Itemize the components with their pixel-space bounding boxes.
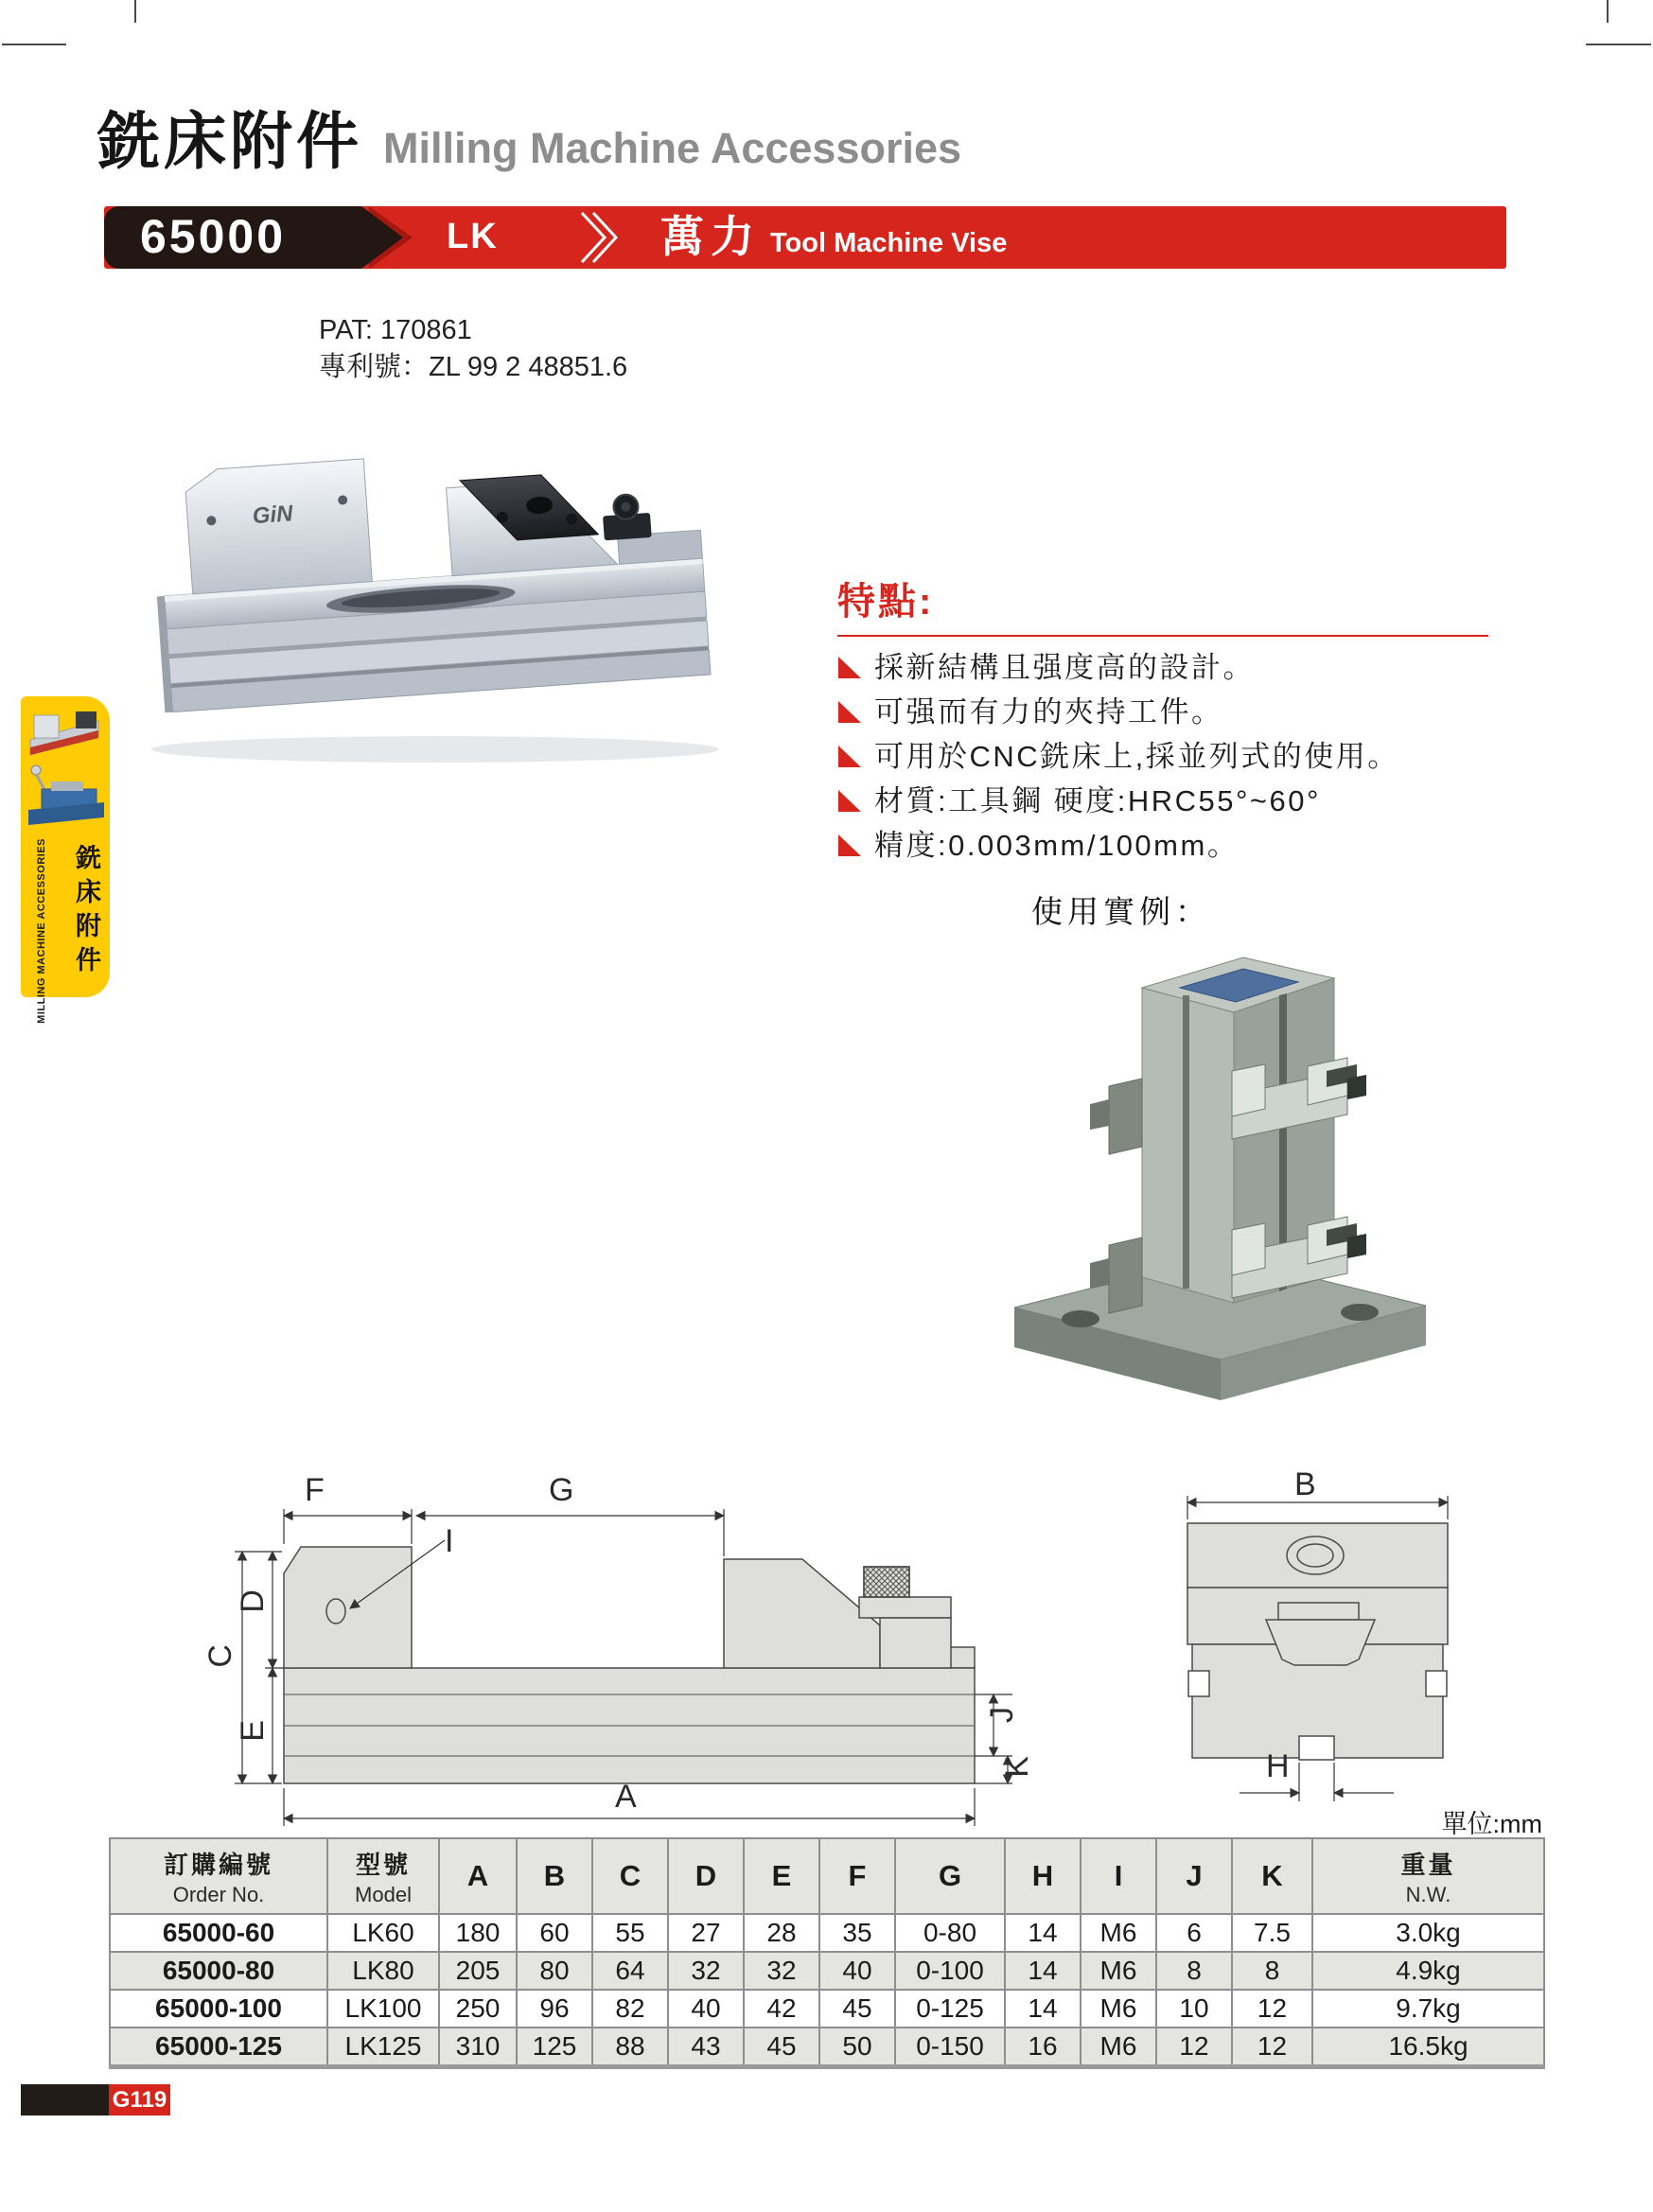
col-header-dim: J (1156, 1838, 1232, 1914)
spec-row (110, 1990, 1544, 2028)
spec-cell: 65000-100 (110, 1990, 327, 2028)
spec-table (109, 1837, 1545, 2069)
col-header-order-en: Order No. (172, 1882, 265, 1906)
units-note: 單位:mm (1441, 1810, 1542, 1838)
col-header-model (327, 1838, 439, 1914)
feature-text: 材質:工具鋼 硬度:HRC55°~60° (874, 784, 1321, 817)
spec-cell: 65000-125 (110, 2028, 327, 2067)
dim-label-f: F (305, 1472, 325, 1508)
col-header-dim: D (668, 1838, 744, 1914)
spec-cell: LK100 (327, 1990, 439, 2028)
spec-cell: 80 (517, 1952, 592, 1990)
spec-cell: 27 (668, 1914, 744, 1952)
col-header-dim: I (1081, 1838, 1156, 1914)
dim-label-i: I (445, 1523, 454, 1559)
col-header-dim: C (592, 1838, 668, 1914)
dim-label-d: D (235, 1589, 271, 1613)
spec-cell: 7.5 (1232, 1914, 1312, 1952)
col-header-model-en: Model (355, 1882, 412, 1906)
spec-cell: 16.5kg (1312, 2028, 1544, 2067)
patent-number: ZL 99 2 48851.6 (429, 352, 628, 382)
page-title (97, 91, 961, 181)
spec-cell: 60 (517, 1914, 592, 1952)
spec-cell: 96 (517, 1990, 592, 2028)
order-number: 65000 (140, 210, 287, 263)
page-title-zh: 銑床附件 (97, 106, 362, 176)
col-header-weight (1312, 1838, 1544, 1914)
spec-cell: 28 (744, 1914, 819, 1952)
triangle-bullet-icon (837, 834, 862, 857)
col-header-order (110, 1838, 327, 1914)
chapter-tab (21, 696, 110, 1024)
spec-cell: LK80 (327, 1952, 439, 1990)
dimension-drawing (206, 1465, 1484, 1862)
spec-cell: 125 (517, 2028, 592, 2067)
usage-example-label: 使用實例： (1031, 894, 1211, 929)
dim-label-b: B (1294, 1466, 1316, 1502)
spec-cell: 12 (1232, 1990, 1312, 2028)
spec-cell: 42 (744, 1990, 819, 2028)
spec-cell: 40 (668, 1990, 744, 2028)
triangle-bullet-icon (837, 701, 862, 724)
chapter-tab-label-zh: 銑床附件 (72, 844, 100, 980)
crop-mark (1586, 44, 1651, 45)
triangle-bullet-icon (837, 790, 862, 813)
features-divider (837, 635, 1488, 637)
dim-label-a: A (615, 1779, 637, 1815)
crop-mark (1607, 0, 1609, 23)
patent-info (319, 312, 627, 386)
brand-logo: GiN (251, 500, 294, 530)
col-header-dim: F (819, 1838, 895, 1914)
spec-cell: 9.7kg (1312, 1990, 1544, 2028)
spec-cell: 82 (592, 1990, 668, 2028)
col-header-weight-en: N.W. (1405, 1882, 1451, 1906)
spec-cell: LK60 (327, 1914, 439, 1952)
product-banner (104, 206, 1506, 269)
usage-example-photo (995, 929, 1445, 1412)
spec-cell: 0-125 (895, 1990, 1005, 2028)
spec-cell: 4.9kg (1312, 1952, 1544, 1990)
spec-cell: 14 (1005, 1914, 1081, 1952)
spec-cell: M6 (1081, 1990, 1156, 2028)
spec-cell: 32 (668, 1952, 744, 1990)
spec-cell: 205 (439, 1952, 517, 1990)
footer-bar (21, 2084, 109, 2115)
spec-cell: 14 (1005, 1952, 1081, 1990)
col-header-order-zh: 訂購編號 (163, 1850, 273, 1879)
col-header-dim: H (1005, 1838, 1081, 1914)
dim-label-k: K (999, 1756, 1035, 1778)
spec-cell: 310 (439, 2028, 517, 2067)
features-section (837, 571, 1488, 872)
chevron-right-icon (579, 211, 621, 264)
col-header-model-zh: 型號 (355, 1850, 411, 1879)
feature-text: 可用於CNC銑床上,採並列式的使用。 (874, 740, 1399, 773)
feature-item (837, 783, 1488, 819)
col-header-dim: B (517, 1838, 592, 1914)
col-header-dim: A (439, 1838, 517, 1914)
spec-row (110, 2028, 1544, 2067)
spec-cell: 32 (744, 1952, 819, 1990)
dim-label-e: E (235, 1720, 271, 1742)
spec-cell: 88 (592, 2028, 668, 2067)
product-name-en: Tool Machine Vise (770, 228, 1008, 258)
spec-cell: 250 (439, 1990, 517, 2028)
dim-label-j: J (984, 1707, 1020, 1723)
col-header-dim: K (1232, 1838, 1312, 1914)
spec-header-row (110, 1838, 1544, 1914)
spec-cell: 64 (592, 1952, 668, 1990)
spec-cell: 12 (1232, 2028, 1312, 2067)
spec-cell: 14 (1005, 1990, 1081, 2028)
col-header-weight-zh: 重量 (1400, 1850, 1456, 1879)
spec-cell: 8 (1232, 1952, 1312, 1990)
patent-line-1: PAT: 170861 (319, 315, 472, 345)
page-number: G119 (109, 2084, 170, 2115)
spec-cell: 6 (1156, 1914, 1232, 1952)
spec-cell: 45 (819, 1990, 895, 2028)
spec-cell: 65000-80 (110, 1952, 327, 1990)
dim-label-g: G (549, 1472, 574, 1508)
feature-item (837, 694, 1488, 730)
feature-text: 採新結構且强度高的設計。 (874, 651, 1255, 684)
spec-cell: 55 (592, 1914, 668, 1952)
spec-cell: LK125 (327, 2028, 439, 2067)
patent-line-2 (319, 349, 627, 386)
spec-cell: 16 (1005, 2028, 1081, 2067)
spec-cell: 8 (1156, 1952, 1232, 1990)
spec-cell: 43 (668, 2028, 744, 2067)
col-header-dim: G (895, 1838, 1005, 1914)
chapter-tab-label-en: MILLING MACHINE ACCESSORIES (36, 838, 47, 1024)
spec-cell: 35 (819, 1914, 895, 1952)
spec-cell: M6 (1081, 1914, 1156, 1952)
patent-label: 專利號： (319, 352, 430, 382)
spec-cell: 0-80 (895, 1914, 1005, 1952)
spec-cell: M6 (1081, 1952, 1156, 1990)
spec-cell: 65000-60 (110, 1914, 327, 1952)
feature-item (837, 828, 1488, 864)
feature-item (837, 650, 1488, 686)
dim-label-h: H (1266, 1748, 1290, 1784)
page-title-en: Milling Machine Accessories (383, 124, 962, 172)
feature-item (837, 739, 1488, 775)
spec-cell: 3.0kg (1312, 1914, 1544, 1952)
spec-cell: 50 (819, 2028, 895, 2067)
product-name-zh: 萬力 (660, 212, 761, 261)
col-header-dim: E (744, 1838, 819, 1914)
spec-cell: 0-150 (895, 2028, 1005, 2067)
spec-cell: 0-100 (895, 1952, 1005, 1990)
spec-cell: M6 (1081, 2028, 1156, 2067)
spec-row (110, 1914, 1544, 1952)
dim-label-c: C (202, 1644, 238, 1668)
product-name (660, 206, 1007, 269)
model-code: LK (447, 217, 499, 256)
crop-mark (134, 0, 136, 23)
spec-row (110, 1952, 1544, 1990)
triangle-bullet-icon (837, 746, 862, 768)
feature-text: 可强而有力的夾持工件。 (874, 695, 1223, 729)
spec-cell: 45 (744, 2028, 819, 2067)
crop-mark (2, 44, 66, 45)
feature-text: 精度:0.003mm/100mm。 (874, 829, 1240, 862)
spec-cell: 180 (439, 1914, 517, 1952)
triangle-bullet-icon (837, 657, 862, 679)
spec-cell: 12 (1156, 2028, 1232, 2067)
features-heading: 特點: (837, 581, 935, 623)
spec-cell: 10 (1156, 1990, 1232, 2028)
spec-cell: 40 (819, 1952, 895, 1990)
features-list (837, 650, 1488, 864)
chapter-tab-thumbnails (23, 708, 108, 840)
product-photo (137, 437, 733, 768)
